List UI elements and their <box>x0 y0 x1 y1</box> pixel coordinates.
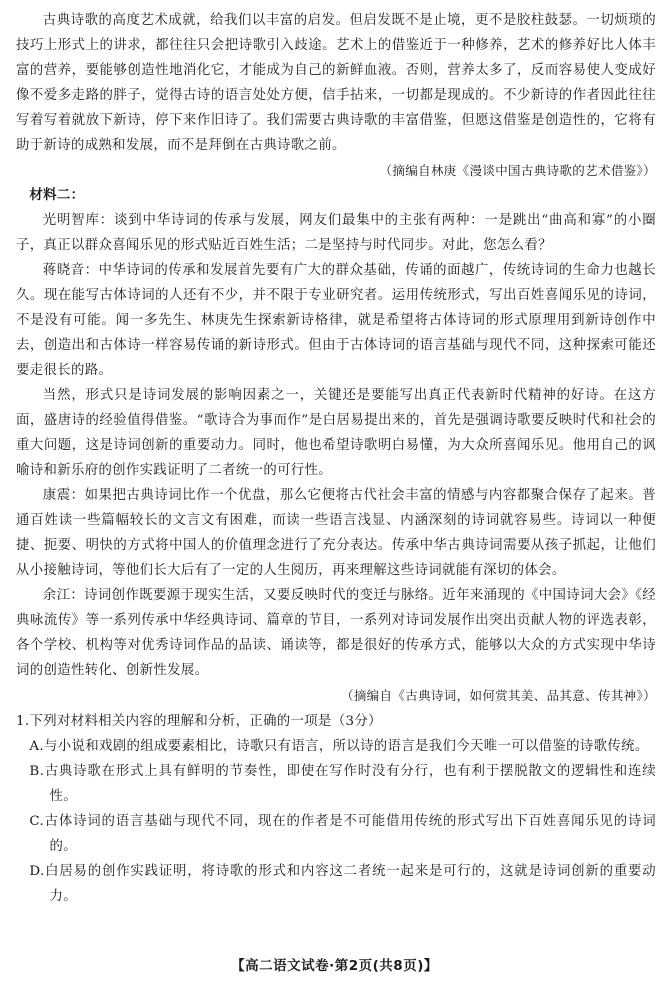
material1-paragraph: 古典诗歌的高度艺术成就，给我们以丰富的启发。但启发既不是止境，更不是胶柱鼓瑟。一切烦琐的技巧上形式上的讲求，都往往只会把诗歌引入歧途。艺术上的借鉴近于一种修养，艺术的修养好比人体丰富的营养，要能够创造性地消化它，才能成为自己的新鲜血液。否则，营养太多了，反而容易使人变成好像不爱多走路的胖子，觉得古诗的语言处处方便，信手拈来，一切都是现成的。不少新诗的作者因此往往写着写着就放下新诗，停下来作旧诗了。我们需要古典诗歌的丰富借鉴，但愿这借鉴是创造性的，它将有助于新诗的成熟和发展，而不是拜倒在古典诗歌之前。 <box>16 13 656 153</box>
material2-paragraph: 光明智库：谈到中华诗词的传承与发展，网友们最集中的主张有两种：一是跳出“曲高和寡”的小圈子，真正以群众喜闻乐见的形式贴近百姓生活；二是坚持与时代同步。对此，您怎么看？ <box>16 213 656 253</box>
question-option-d: D.白居易的创作实践证明，将诗歌的形式和内容这二者统一起来是可行的，这就是诗词创新的重要动力。 <box>29 864 656 904</box>
material1-source: （摘编自林庚《漫谈中国古典诗歌的艺术借鉴》） <box>379 163 656 178</box>
material2-paragraph: 当然，形式只是诗词发展的影响因素之一，关键还是要能写出真正代表新时代精神的好诗。在这方面，盛唐诗的经验值得借鉴。“歌诗合为事而作”是白居易提出来的，首先是强调诗歌要反映时代和社会的重大问题，这是诗词创新的重要动力。同时，他也希望诗歌明白易懂，为大众所喜闻乐见。他用自己的讽喻诗和新乐府的创作实践证明了二者统一的可行性。 <box>16 388 656 478</box>
page-body <box>16 8 656 909</box>
question-stem: 1.下列对材料相关内容的理解和分析，正确的一项是（3分） <box>16 714 382 729</box>
question-option-b: B.古典诗歌在形式上具有鲜明的节奏性，即使在写作时没有分行，也有利于摆脱散文的逻辑性和连续性。 <box>29 764 656 804</box>
material2-heading: 材料二： <box>29 187 85 203</box>
material2-paragraph: 康震：如果把古典诗词比作一个优盘，那么它便将古代社会丰富的情感与内容都聚合保存了起来。普通百姓读一些篇幅较长的文言文有困难，而读一些语言浅显、内涵深刻的诗词就容易些。诗词以一种便捷、扼要、明快的方式将中国人的价值理念进行了充分表达。传承中华古典诗词需要从孩子抓起，让他们从小接触诗词，等他们长大后有了一定的人生阅历，再来理解这些诗词就能有深切的体会。 <box>16 488 656 578</box>
material2-paragraph: 蒋晓音：中华诗词的传承和发展首先要有广大的群众基础，传诵的面越广，传统诗词的生命力也越长久。现在能写古体诗词的人还有不少，并不限于专业研究者。运用传统形式，写出百姓喜闻乐见的诗词，不是没有可能。闻一多先生、林庚先生探索新诗格律，就是希望将古体诗词的形式原理用到新诗创作中去，创造出和古体诗一样容易传诵的新诗形式。但由于古体诗词的语言基础与现代不同，这种探索可能还要走很长的路。 <box>16 263 656 378</box>
material2-paragraph: 余江：诗词创作既要源于现实生活，又要反映时代的变迁与脉络。近年来涌现的《中国诗词大会》《经典咏流传》等一系列传承中华经典诗词、篇章的节目，一系列对诗词发展作出突出贡献人物的评选表彰，各个学校、机构等对优秀诗词作品的品读、诵读等，都是很好的传承方式，能够以大众的方式实现中华诗词的创造性转化、创新性发展。 <box>16 588 656 678</box>
material2-source: （摘编自《古典诗词，如何赏其美、品其意、传其神》） <box>340 688 656 703</box>
question-option-c: C.古体诗词的语言基础与现代不同，现在的作者是不可能借用传统的形式写出下百姓喜闻乐见的诗词的。 <box>29 814 656 854</box>
page-footer: 【高二语文试卷·第2页(共8页)】 <box>231 958 438 974</box>
question-option-a: A.与小说和戏剧的组成要素相比，诗歌只有语言，所以诗的语言是我们今天唯一可以借鉴的诗歌传统。 <box>29 739 649 754</box>
